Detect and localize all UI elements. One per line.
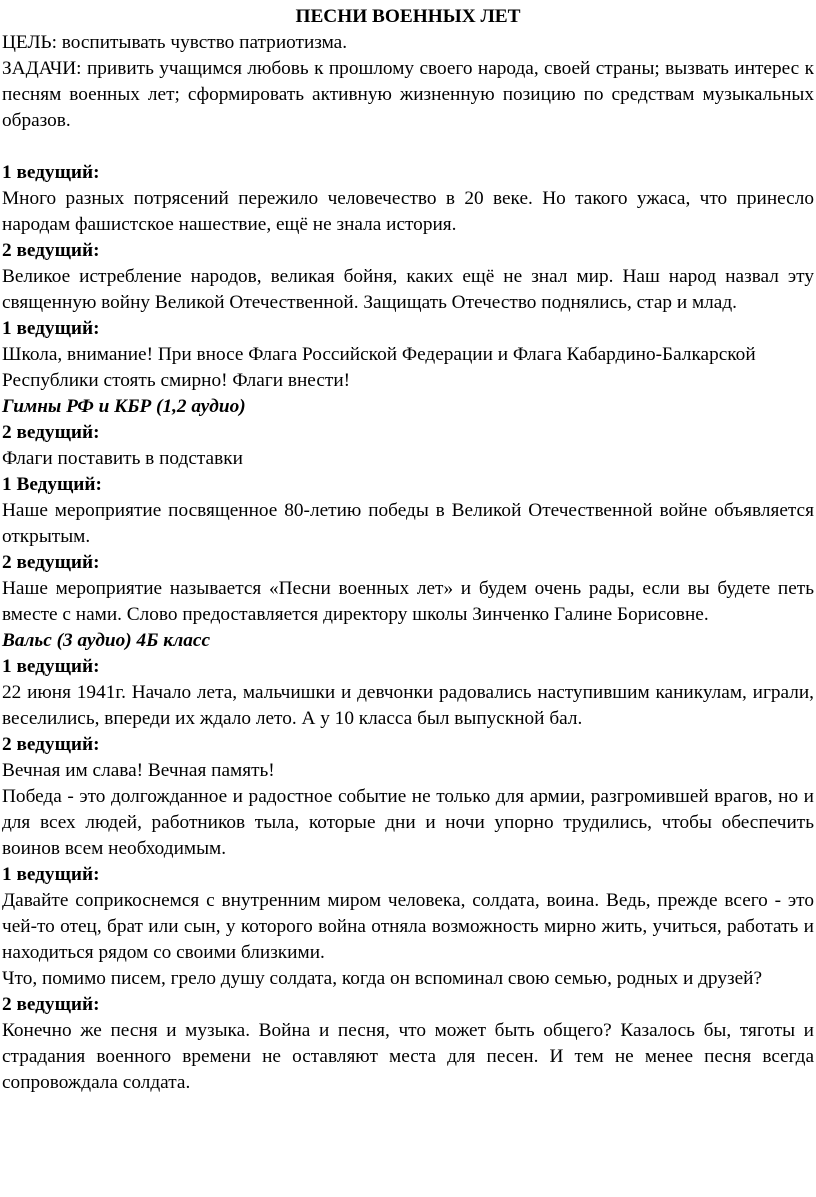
- stage-direction: Вальс (3 аудио) 4Б класс: [2, 630, 211, 651]
- speaker-label: 1 Ведущий:: [2, 474, 102, 495]
- speech-text: Что, помимо писем, грело душу солдата, когда он вспоминал свою семью, родных и друзей?: [2, 968, 763, 989]
- tasks-text: ЗАДАЧИ: привить учащимся любовь к прошлому своего народа, своей страны; вызвать интерес к песням военных лет; сформировать активную жизненную позицию по средствам музыкальных образов.: [2, 58, 814, 131]
- speech-text: Много разных потрясений пережило человечество в 20 веке. Но такого ужаса, что принесло народам фашистское нашествие, ещё не знала история.: [2, 188, 814, 235]
- speaker-label: 1 ведущий:: [2, 656, 100, 677]
- speech-text: Наше мероприятие посвященное 80-летию победы в Великой Отечественной войне объявляется открытым.: [2, 500, 814, 547]
- blank-line: [2, 134, 814, 160]
- speaker-label: 2 ведущий:: [2, 240, 100, 261]
- speech-text: Вечная им слава! Вечная память!: [2, 760, 275, 781]
- speech-text: Победа - это долгожданное и радостное событие не только для армии, разгромившей врагов, но и для всех людей, работников тыла, которые дни и ночи упорно трудились, чтобы обеспечить воинов всем необходимым.: [2, 786, 814, 859]
- speech-text: Давайте соприкоснемся с внутренним миром человека, солдата, воина. Ведь, прежде всего - это чей-то отец, брат или сын, у которого война отняла возможность мирно жить, учиться, работать и находиться рядом со своими близкими.: [2, 890, 814, 963]
- speech-text: Наше мероприятие называется «Песни военных лет» и будем очень рады, если вы будете петь вместе с нами. Слово предоставляется директору школы Зинченко Галине Борисовне.: [2, 578, 814, 625]
- speaker-label: 2 ведущий:: [2, 994, 100, 1015]
- speech-text: Школа, внимание! При вносе Флага Российской Федерации и Флага Кабардино-Балкарской Республики стоять смирно! Флаги внести!: [2, 344, 756, 391]
- speaker-label: 2 ведущий:: [2, 552, 100, 573]
- speaker-label: 2 ведущий:: [2, 734, 100, 755]
- speaker-label: 1 ведущий:: [2, 318, 100, 339]
- speech-text: Конечно же песня и музыка. Война и песня, что может быть общего? Казалось бы, тяготы и страдания военного времени не оставляют места для песен. И тем не менее песня всегда сопровождала солдата.: [2, 1020, 814, 1093]
- speech-text: Флаги поставить в подставки: [2, 448, 243, 469]
- speech-text: 22 июня 1941г. Начало лета, мальчишки и девчонки радовались наступившим каникулам, играли, веселились, впереди их ждало лето. А у 10 класса был выпускной бал.: [2, 682, 814, 729]
- stage-direction: Гимны РФ и КБР (1,2 аудио): [2, 396, 246, 417]
- speech-text: Великое истребление народов, великая бойня, каких ещё не знал мир. Наш народ назвал эту священную войну Великой Отечественной. Защищать Отечество поднялись, стар и млад.: [2, 266, 814, 313]
- goal-text: ЦЕЛЬ: воспитывать чувство патриотизма.: [2, 32, 348, 53]
- speaker-label: 1 ведущий:: [2, 162, 100, 183]
- page-title: ПЕСНИ ВОЕННЫХ ЛЕТ: [295, 6, 521, 27]
- speaker-label: 2 ведущий:: [2, 422, 100, 443]
- speaker-label: 1 ведущий:: [2, 864, 100, 885]
